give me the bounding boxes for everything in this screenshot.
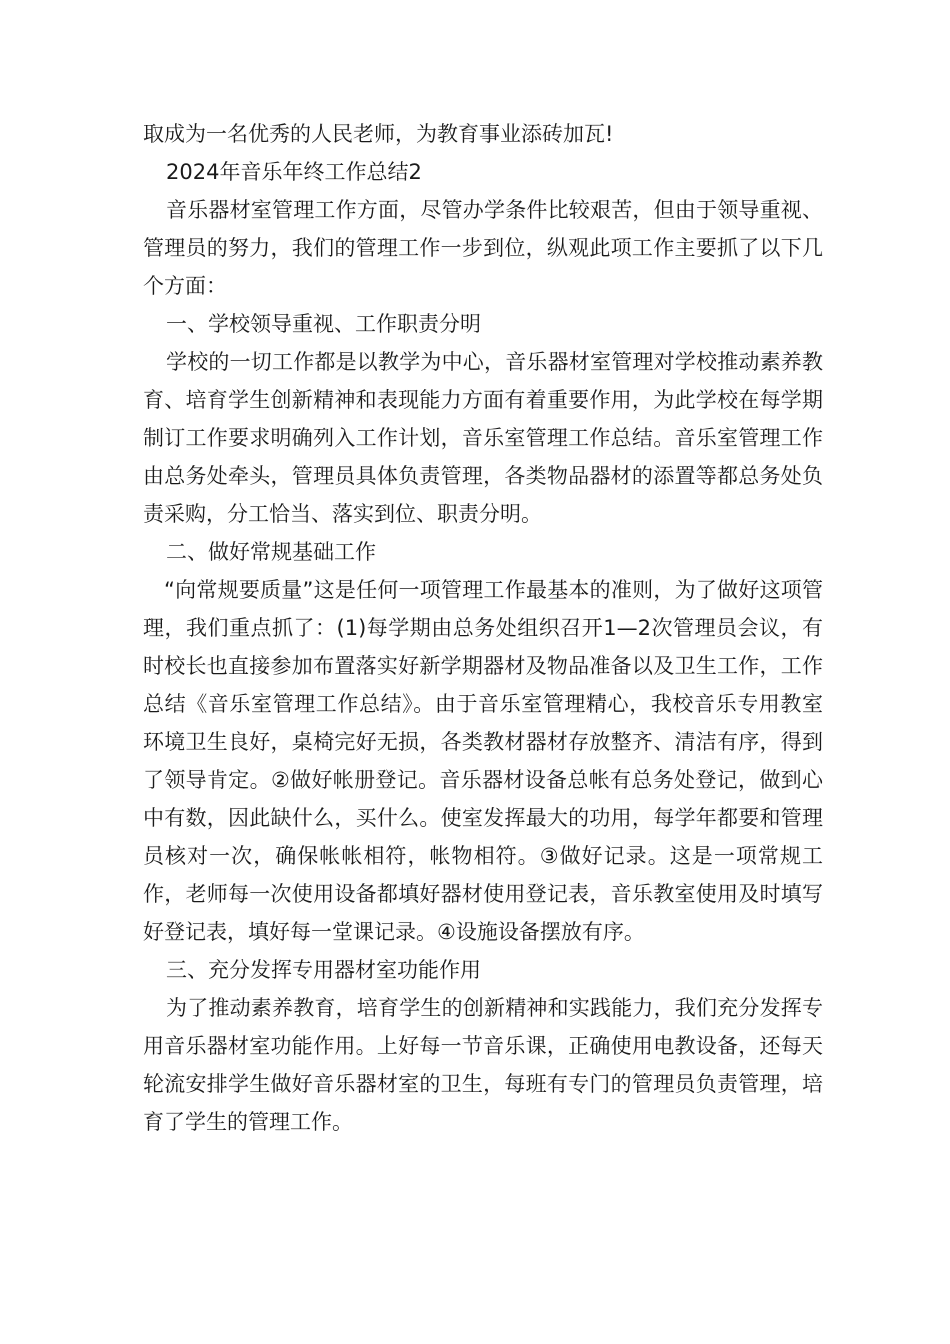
heading-3: 三、充分发挥专用器材室功能作用 [166,958,481,982]
paragraph-intro: 音乐器材室管理工作方面，尽管办学条件比较艰苦，但由于领导重视、管理员的努力，我们的管理工作一步到位，纵观此项工作主要抓了以下几个方面： [143,198,823,298]
document-body [143,115,823,1141]
paragraph-continuation: 取成为一名优秀的人民老师，为教育事业添砖加瓦! [143,122,614,146]
section-title: 2024年音乐年终工作总结2 [166,160,422,184]
paragraph-2: “向常规要质量”这是任何一项管理工作最基本的准则，为了做好这项管理，我们重点抓了：(1)每学期由总务处组织召开1—2次管理员会议，有时校长也直接参加布置落实好新学期器材及物品准备以及卫生工作，工作总结《音乐室管理工作总结》。由于音乐室管理精心，我校音乐专用教室环境卫生良好，桌椅完好无损，各类教材器材存放整齐、清洁有序，得到了领导肯定。②做好帐册登记。音乐器材设备总帐有总务处登记，做到心中有数，因此缺什么，买什么。使室发挥最大的功用，每学年都要和管理员核对一次，确保帐帐相符，帐物相符。③做好记录。这是一项常规工作，老师每一次使用设备都填好器材使用登记表，音乐教室使用及时填写好登记表，填好每一堂课记录。④设施设备摆放有序。 [143,578,823,944]
paragraph-1: 学校的一切工作都是以教学为中心，音乐器材室管理对学校推动素养教育、培育学生创新精神和表现能力方面有着重要作用，为此学校在每学期制订工作要求明确列入工作计划，音乐室管理工作总结。音乐室管理工作由总务处牵头，管理员具体负责管理，各类物品器材的添置等都总务处负责采购，分工恰当、落实到位、职责分明。 [143,350,823,526]
paragraph-3: 为了推动素养教育，培育学生的创新精神和实践能力，我们充分发挥专用音乐器材室功能作用。上好每一节音乐课，正确使用电教设备，还每天轮流安排学生做好音乐器材室的卫生，每班有专门的管理员负责管理，培育了学生的管理工作。 [143,996,823,1134]
heading-2: 二、做好常规基础工作 [166,540,376,564]
heading-1: 一、学校领导重视、工作职责分明 [166,312,481,336]
